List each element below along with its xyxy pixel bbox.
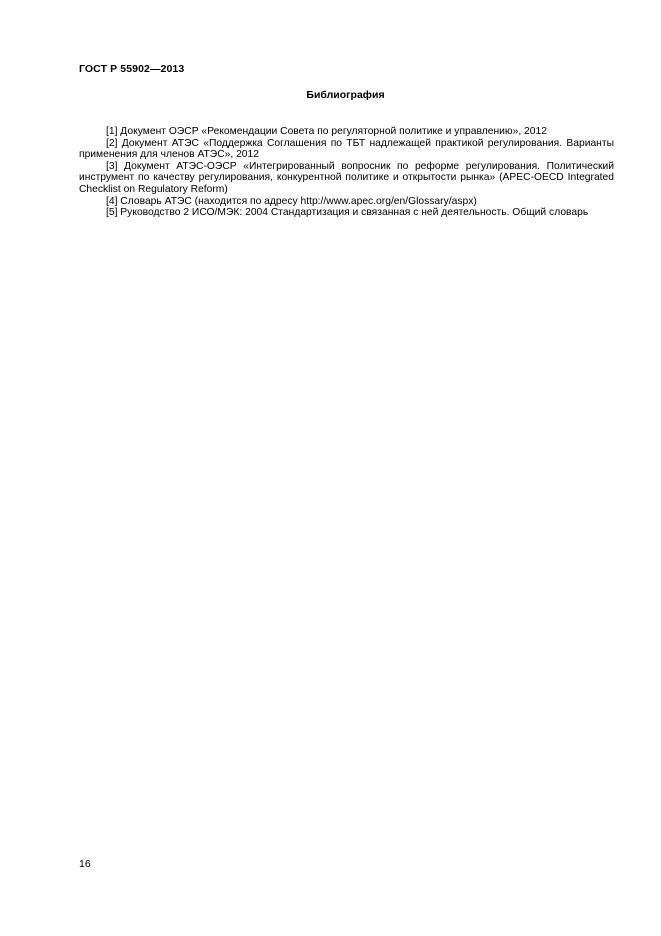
document-header: ГОСТ Р 55902—2013 <box>79 63 185 75</box>
page-title: Библиография <box>306 89 385 101</box>
bibliography-entry: [5] Руководство 2 ИСО/МЭК: 2004 Стандартизация и связанная с ней деятельность. Общий словарь <box>106 207 589 219</box>
bibliography-entry: [4] Словарь АТЭС (находится по адресу http://www.apec.org/en/Glossary/aspx) <box>106 195 477 207</box>
page-number: 16 <box>79 858 91 870</box>
bibliography-entry: [1] Документ ОЭСР «Рекомендации Совета по регуляторной политике и управлению», 2012 <box>106 126 547 137</box>
bibliography-entry: [2] Документ АТЭС «Поддержка Соглашения по ТБТ надлежащей практикой регулирования. Варианты применения для членов АТЭС», 2012 <box>79 137 614 161</box>
bibliography-list <box>79 126 614 219</box>
bibliography-entry: [3] Документ АТЭС-ОЭСР «Интегрированный вопросник по реформе регулирования. Политический инструмент по качеству регулирования, конкурентной политике и открытости рынка» (APEC-OECD Integrated Checklist on Regulatory Reform) <box>79 160 614 195</box>
